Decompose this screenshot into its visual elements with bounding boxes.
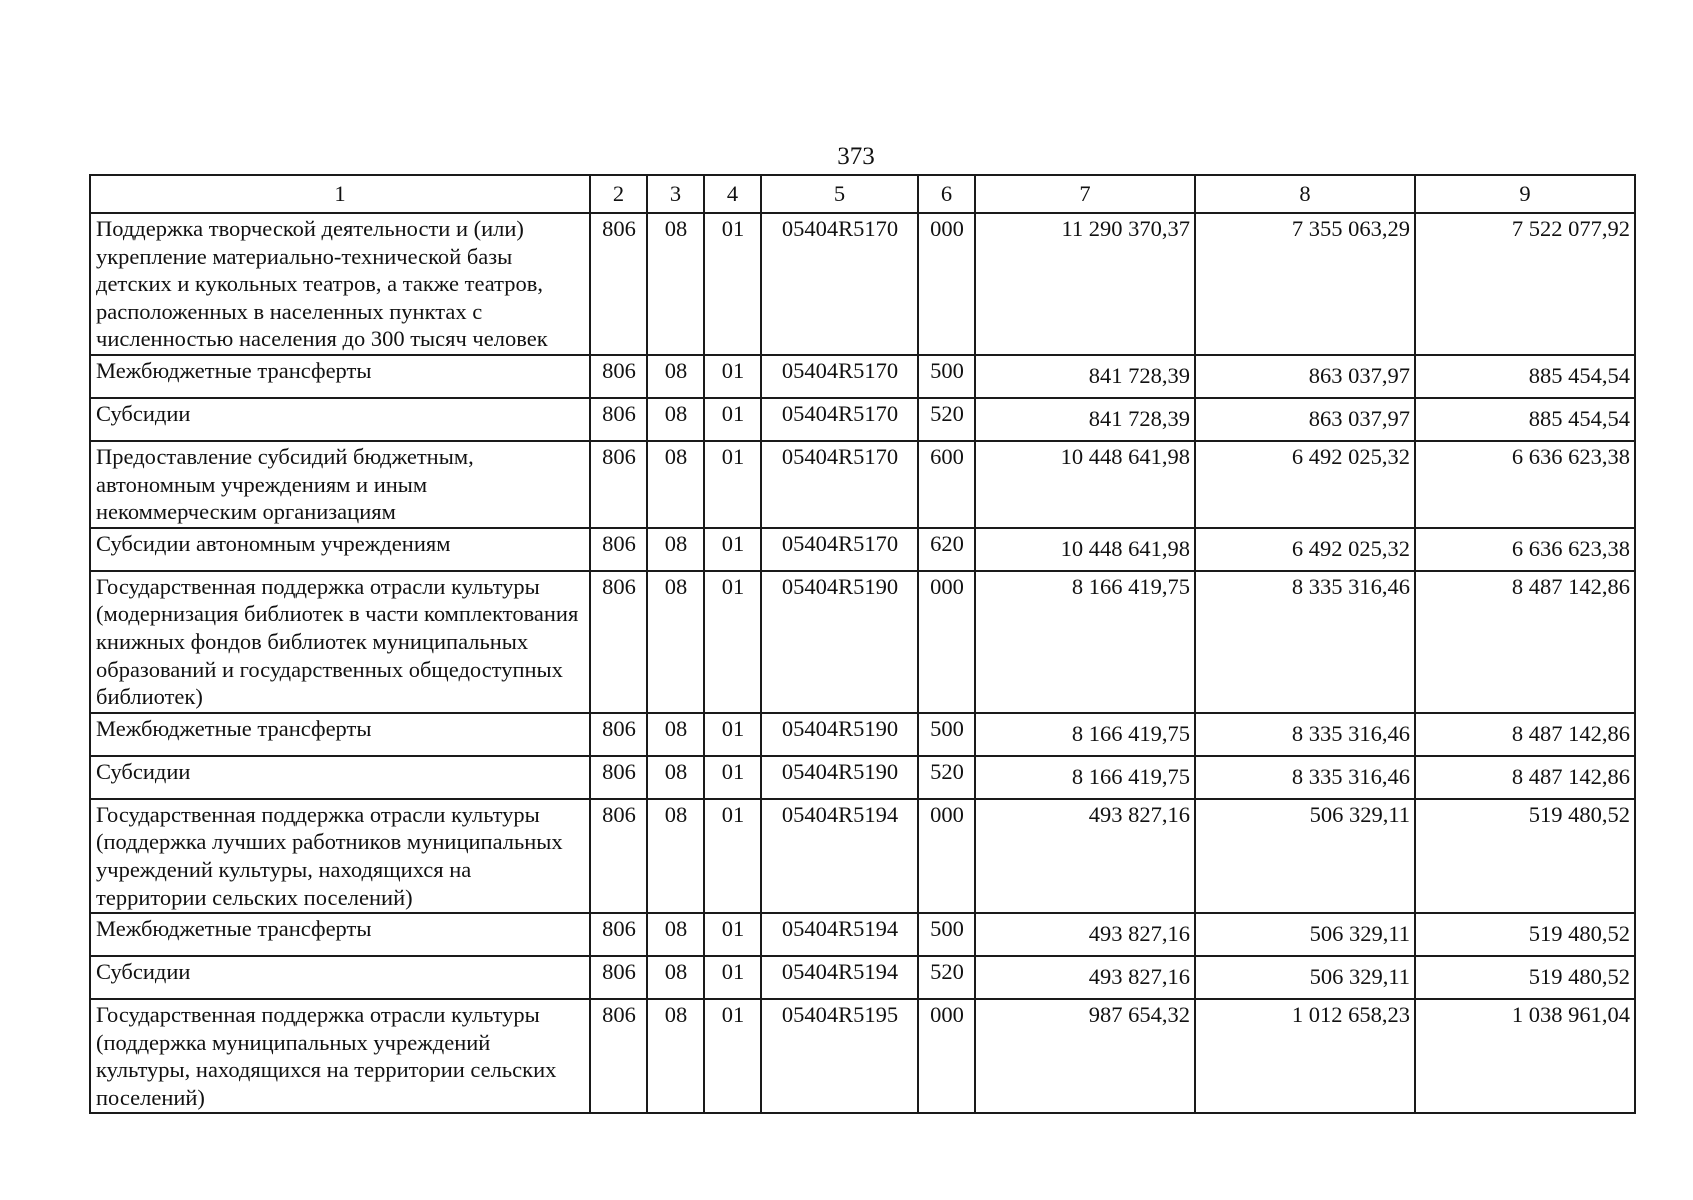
code-5: 05404R5170	[761, 441, 918, 528]
code-2: 806	[590, 528, 647, 571]
table-row	[90, 213, 1635, 355]
column-header: 8	[1195, 175, 1415, 213]
amount-8: 6 492 025,32	[1195, 441, 1415, 528]
amount-9: 6 636 623,38	[1415, 528, 1635, 571]
amount-7: 8 166 419,75	[975, 713, 1195, 756]
row-name: Субсидии	[90, 756, 590, 799]
column-header: 5	[761, 175, 918, 213]
code-5: 05404R5170	[761, 355, 918, 398]
table-row	[90, 398, 1635, 441]
column-header: 3	[647, 175, 704, 213]
code-4: 01	[704, 799, 761, 913]
code-4: 01	[704, 571, 761, 713]
column-header: 9	[1415, 175, 1635, 213]
amount-9: 6 636 623,38	[1415, 441, 1635, 528]
code-3: 08	[647, 999, 704, 1113]
page-number: 373	[837, 143, 875, 170]
code-2: 806	[590, 355, 647, 398]
code-5: 05404R5194	[761, 799, 918, 913]
amount-8: 8 335 316,46	[1195, 571, 1415, 713]
amount-7: 987 654,32	[975, 999, 1195, 1113]
code-6: 000	[918, 799, 975, 913]
table-row	[90, 956, 1635, 999]
amount-8: 8 335 316,46	[1195, 756, 1415, 799]
row-name: Межбюджетные трансферты	[90, 713, 590, 756]
amount-9: 8 487 142,86	[1415, 713, 1635, 756]
amount-9: 519 480,52	[1415, 799, 1635, 913]
code-5: 05404R5190	[761, 713, 918, 756]
code-4: 01	[704, 441, 761, 528]
code-6: 000	[918, 213, 975, 355]
amount-8: 863 037,97	[1195, 355, 1415, 398]
code-6: 520	[918, 398, 975, 441]
code-4: 01	[704, 956, 761, 999]
code-2: 806	[590, 913, 647, 956]
code-6: 600	[918, 441, 975, 528]
code-4: 01	[704, 355, 761, 398]
table-row	[90, 355, 1635, 398]
column-header: 2	[590, 175, 647, 213]
code-3: 08	[647, 441, 704, 528]
code-4: 01	[704, 713, 761, 756]
row-name: Межбюджетные трансферты	[90, 913, 590, 956]
column-header: 1	[90, 175, 590, 213]
table-row	[90, 799, 1635, 913]
amount-9: 519 480,52	[1415, 913, 1635, 956]
code-2: 806	[590, 713, 647, 756]
code-4: 01	[704, 213, 761, 355]
row-name: Субсидии	[90, 398, 590, 441]
code-5: 05404R5194	[761, 956, 918, 999]
amount-7: 10 448 641,98	[975, 441, 1195, 528]
code-6: 000	[918, 571, 975, 713]
amount-8: 506 329,11	[1195, 956, 1415, 999]
code-5: 05404R5194	[761, 913, 918, 956]
code-3: 08	[647, 799, 704, 913]
column-header: 7	[975, 175, 1195, 213]
row-name: Государственная поддержка отрасли культуры (модернизация библиотек в части комплектования книжных фондов библиотек муниципальных образований и государственных общедоступных библиотек)	[90, 571, 590, 713]
amount-7: 841 728,39	[975, 398, 1195, 441]
code-6: 500	[918, 713, 975, 756]
table-row	[90, 571, 1635, 713]
row-name: Субсидии автономным учреждениям	[90, 528, 590, 571]
code-3: 08	[647, 756, 704, 799]
row-name: Поддержка творческой деятельности и (или) укрепление материально-технической базы детских и кукольных театров, а также театров, расположенных в населенных пунктах с численностью населения до 300 тысяч человек	[90, 213, 590, 355]
code-4: 01	[704, 913, 761, 956]
row-name: Предоставление субсидий бюджетным, автономным учреждениям и иным некоммерческим организациям	[90, 441, 590, 528]
code-3: 08	[647, 398, 704, 441]
code-3: 08	[647, 713, 704, 756]
code-5: 05404R5190	[761, 571, 918, 713]
code-3: 08	[647, 956, 704, 999]
table-row	[90, 913, 1635, 956]
code-5: 05404R5170	[761, 398, 918, 441]
header-row	[90, 175, 1635, 213]
row-name: Государственная поддержка отрасли культуры (поддержка лучших работников муниципальных учреждений культуры, находящихся на территории сельских поселений)	[90, 799, 590, 913]
code-5: 05404R5195	[761, 999, 918, 1113]
amount-9: 8 487 142,86	[1415, 571, 1635, 713]
code-5: 05404R5190	[761, 756, 918, 799]
code-2: 806	[590, 398, 647, 441]
column-header: 4	[704, 175, 761, 213]
code-3: 08	[647, 571, 704, 713]
code-4: 01	[704, 756, 761, 799]
code-6: 500	[918, 355, 975, 398]
code-2: 806	[590, 571, 647, 713]
column-header: 6	[918, 175, 975, 213]
code-4: 01	[704, 528, 761, 571]
code-6: 620	[918, 528, 975, 571]
code-6: 500	[918, 913, 975, 956]
amount-9: 7 522 077,92	[1415, 213, 1635, 355]
code-2: 806	[590, 213, 647, 355]
table-row	[90, 756, 1635, 799]
amount-7: 8 166 419,75	[975, 571, 1195, 713]
amount-8: 7 355 063,29	[1195, 213, 1415, 355]
amount-8: 1 012 658,23	[1195, 999, 1415, 1113]
amount-7: 8 166 419,75	[975, 756, 1195, 799]
amount-7: 493 827,16	[975, 956, 1195, 999]
amount-7: 841 728,39	[975, 355, 1195, 398]
code-5: 05404R5170	[761, 213, 918, 355]
row-name: Государственная поддержка отрасли культуры (поддержка муниципальных учреждений культуры, находящихся на территории сельских поселений)	[90, 999, 590, 1113]
table-row	[90, 999, 1635, 1113]
code-2: 806	[590, 799, 647, 913]
code-3: 08	[647, 213, 704, 355]
amount-8: 8 335 316,46	[1195, 713, 1415, 756]
code-4: 01	[704, 398, 761, 441]
code-3: 08	[647, 528, 704, 571]
code-2: 806	[590, 441, 647, 528]
code-3: 08	[647, 913, 704, 956]
code-2: 806	[590, 956, 647, 999]
amount-8: 863 037,97	[1195, 398, 1415, 441]
amount-7: 493 827,16	[975, 799, 1195, 913]
budget-table	[89, 174, 1636, 1114]
code-5: 05404R5170	[761, 528, 918, 571]
row-name: Субсидии	[90, 956, 590, 999]
table-row	[90, 713, 1635, 756]
row-name: Межбюджетные трансферты	[90, 355, 590, 398]
code-3: 08	[647, 355, 704, 398]
amount-9: 8 487 142,86	[1415, 756, 1635, 799]
amount-9: 885 454,54	[1415, 398, 1635, 441]
amount-9: 1 038 961,04	[1415, 999, 1635, 1113]
amount-9: 519 480,52	[1415, 956, 1635, 999]
amount-8: 6 492 025,32	[1195, 528, 1415, 571]
code-6: 000	[918, 999, 975, 1113]
table-row	[90, 441, 1635, 528]
code-2: 806	[590, 999, 647, 1113]
code-6: 520	[918, 756, 975, 799]
code-6: 520	[918, 956, 975, 999]
amount-8: 506 329,11	[1195, 799, 1415, 913]
amount-9: 885 454,54	[1415, 355, 1635, 398]
amount-7: 11 290 370,37	[975, 213, 1195, 355]
amount-8: 506 329,11	[1195, 913, 1415, 956]
amount-7: 10 448 641,98	[975, 528, 1195, 571]
amount-7: 493 827,16	[975, 913, 1195, 956]
code-2: 806	[590, 756, 647, 799]
table-row	[90, 528, 1635, 571]
code-4: 01	[704, 999, 761, 1113]
